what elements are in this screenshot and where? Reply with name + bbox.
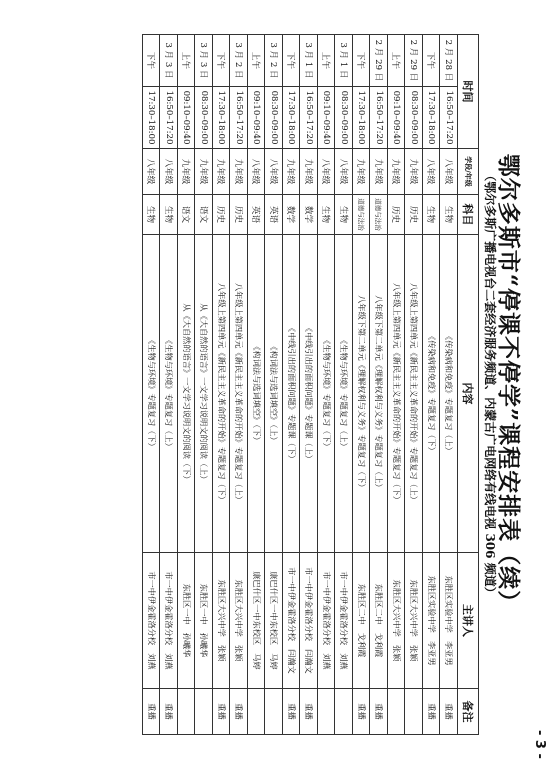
table-row xyxy=(370,35,388,735)
grade-cell: 八年级 xyxy=(248,149,266,195)
table-row xyxy=(283,35,301,735)
date-cell: 3 月 1 日 xyxy=(335,35,353,87)
table-row xyxy=(248,35,266,735)
speaker-cell: 东胜区二中 戈利霞 xyxy=(370,553,388,689)
content-cell: 八年级上第四单元《新民主主义革命的开始》专题复习（下） xyxy=(213,235,231,553)
note-cell: 重播 xyxy=(423,689,441,735)
date-cell: 下午 xyxy=(143,35,161,87)
content-cell: 《生物与环境》专题复习（下） xyxy=(143,235,161,553)
speaker-cell: 东胜区大兴中学 张颖 xyxy=(388,553,406,689)
note-cell xyxy=(318,689,336,735)
time-cell: 08:30–09:00 xyxy=(405,87,423,149)
speaker-cell: 康巴什区一中东校区 马婷 xyxy=(248,553,266,689)
content-cell: 八年级上第四单元《新民主主义革命的开始》专题复习（下） xyxy=(388,235,406,553)
date-cell: 上午 xyxy=(248,35,266,87)
note-cell: 重播 xyxy=(353,689,371,735)
time-cell: 17:30–18:00 xyxy=(213,87,231,149)
time-cell: 16:50–17:20 xyxy=(300,87,318,149)
subject-cell: 历史 xyxy=(213,195,231,235)
date-cell: 3 月 2 日 xyxy=(230,35,248,87)
time-cell: 08:30–09:00 xyxy=(335,87,353,149)
content-cell: 八年级上第四单元《新民主主义革命的开始》专题复习（上） xyxy=(405,235,423,553)
grade-cell: 九年级 xyxy=(370,149,388,195)
speaker-cell: 市一中伊金霍洛分校 刘燕 xyxy=(318,553,336,689)
date-cell: 3 月 1 日 xyxy=(300,35,318,87)
table-row xyxy=(440,35,458,735)
header-subject: 科目 xyxy=(458,195,479,235)
time-cell: 16:50–17:20 xyxy=(160,87,178,149)
grade-cell: 八年级 xyxy=(160,149,178,195)
header-content: 内容 xyxy=(458,235,479,553)
note-cell: 重播 xyxy=(213,689,231,735)
subject-cell: 历史 xyxy=(388,195,406,235)
grade-cell: 九年级 xyxy=(230,149,248,195)
subject-cell: 英语 xyxy=(265,195,283,235)
content-cell: 《中线引出的面积问题》专题课（下） xyxy=(283,235,301,553)
page-subtitle: （鄂尔多斯广播电视台二套经济服务频道、内蒙古广电网络有线电视 306 频道） xyxy=(483,169,497,599)
grade-cell: 八年级 xyxy=(143,149,161,195)
subject-cell: 生物 xyxy=(160,195,178,235)
page-number: - 3 - xyxy=(532,730,547,759)
content-cell: 八年级下第二单元《理解权利与义务》专题复习（下） xyxy=(353,235,371,553)
speaker-cell: 康巴什区一中东校区 马婷 xyxy=(265,553,283,689)
subject-cell: 生物 xyxy=(318,195,336,235)
table-row xyxy=(405,35,423,735)
subject-cell: 数学 xyxy=(283,195,301,235)
schedule-table xyxy=(142,34,479,735)
date-cell: 3 月 2 日 xyxy=(265,35,283,87)
grade-cell: 八年级 xyxy=(318,149,336,195)
subject-cell: 生物 xyxy=(440,195,458,235)
speaker-cell: 市一中伊金霍洛分校 刘燕 xyxy=(143,553,161,689)
note-cell xyxy=(405,689,423,735)
time-cell: 16:50–17:20 xyxy=(370,87,388,149)
grade-cell: 九年级 xyxy=(300,149,318,195)
content-cell: 从《大自然的语言》一文学习说明文的阅读（下） xyxy=(178,235,196,553)
date-cell: 下午 xyxy=(423,35,441,87)
table-row xyxy=(195,35,213,735)
content-cell: 《传染病和免疫》专题复习（上） xyxy=(440,235,458,553)
table-body xyxy=(143,35,458,735)
date-cell: 2 月 29 日 xyxy=(370,35,388,87)
header-note: 备注 xyxy=(458,689,479,735)
table-row xyxy=(335,35,353,735)
subject-cell: 历史 xyxy=(405,195,423,235)
subject-cell: 生物 xyxy=(423,195,441,235)
date-cell: 下午 xyxy=(213,35,231,87)
speaker-cell: 东胜区二中 戈利霞 xyxy=(353,553,371,689)
content-cell: 八年级下第二单元《理解权利与义务》专题复习（上） xyxy=(370,235,388,553)
content-cell: 从《大自然的语言》一文学习说明文的阅读（上） xyxy=(195,235,213,553)
time-cell: 17:30–18:00 xyxy=(353,87,371,149)
time-cell: 08:30–09:00 xyxy=(265,87,283,149)
grade-cell: 九年级 xyxy=(388,149,406,195)
time-cell: 09:10–09:40 xyxy=(388,87,406,149)
time-cell: 09:10–09:40 xyxy=(178,87,196,149)
note-cell: 重播 xyxy=(160,689,178,735)
table-row xyxy=(160,35,178,735)
note-cell xyxy=(178,689,196,735)
table-row xyxy=(265,35,283,735)
date-cell: 3 月 3 日 xyxy=(160,35,178,87)
subject-cell: 道德与法治 xyxy=(370,195,388,235)
subject-cell: 数学 xyxy=(300,195,318,235)
subject-cell: 语文 xyxy=(178,195,196,235)
speaker-cell: 东胜区一中 孙曦华 xyxy=(178,553,196,689)
table-row xyxy=(300,35,318,735)
grade-cell: 八年级 xyxy=(265,149,283,195)
header-time: 时间 xyxy=(458,35,479,149)
speaker-cell: 市一中伊金霍洛分校 刘燕 xyxy=(160,553,178,689)
note-cell: 重播 xyxy=(230,689,248,735)
time-cell: 09:10–09:40 xyxy=(248,87,266,149)
date-cell: 上午 xyxy=(178,35,196,87)
header-speaker: 主讲人 xyxy=(458,553,479,689)
grade-cell: 九年级 xyxy=(195,149,213,195)
speaker-cell: 市一中伊金霍洛分校 闫瀚文 xyxy=(300,553,318,689)
note-cell: 重播 xyxy=(440,689,458,735)
speaker-cell: 东胜区大兴中学 张颖 xyxy=(213,553,231,689)
table-row xyxy=(230,35,248,735)
time-cell: 17:30–18:00 xyxy=(283,87,301,149)
time-cell: 17:30–18:00 xyxy=(423,87,441,149)
table-row xyxy=(388,35,406,735)
note-cell xyxy=(248,689,266,735)
content-cell: 《生物与环境》专题复习（上） xyxy=(335,235,353,553)
table-row xyxy=(423,35,441,735)
content-cell: 《中线引出的面积问题》专题课（上） xyxy=(300,235,318,553)
date-cell: 下午 xyxy=(353,35,371,87)
speaker-cell: 东胜区大兴中学 张颖 xyxy=(230,553,248,689)
content-cell: 《构词法与选词填空》（下） xyxy=(248,235,266,553)
content-cell: 八年级上第四单元《新民主主义革命的开始》专题复习（上） xyxy=(230,235,248,553)
note-cell: 重播 xyxy=(300,689,318,735)
date-cell: 上午 xyxy=(388,35,406,87)
note-cell: 重播 xyxy=(370,689,388,735)
note-cell xyxy=(265,689,283,735)
time-cell: 08:30–09:00 xyxy=(195,87,213,149)
speaker-cell: 市一中伊金霍洛分校 刘燕 xyxy=(335,553,353,689)
grade-cell: 九年级 xyxy=(353,149,371,195)
subject-cell: 英语 xyxy=(248,195,266,235)
subject-cell: 生物 xyxy=(335,195,353,235)
grade-cell: 九年级 xyxy=(213,149,231,195)
table-row xyxy=(318,35,336,735)
table-row xyxy=(143,35,161,735)
content-cell: 《构词法与选词填空》（上） xyxy=(265,235,283,553)
note-cell: 重播 xyxy=(283,689,301,735)
speaker-cell: 东胜区一中 孙曦华 xyxy=(195,553,213,689)
date-cell: 3 月 3 日 xyxy=(195,35,213,87)
note-cell xyxy=(195,689,213,735)
time-cell: 16:50–17:20 xyxy=(440,87,458,149)
note-cell: 重播 xyxy=(143,689,161,735)
time-cell: 09:10–09:40 xyxy=(318,87,336,149)
content-cell: 《传染病和免疫》专题复习（下） xyxy=(423,235,441,553)
table-row xyxy=(353,35,371,735)
header-grade: 学段/年级 xyxy=(458,149,479,195)
speaker-cell: 东胜区实验中学 李亚男 xyxy=(423,553,441,689)
time-cell: 16:50–17:20 xyxy=(230,87,248,149)
date-cell: 下午 xyxy=(283,35,301,87)
content-cell: 《生物与环境》专题复习（下） xyxy=(318,235,336,553)
date-cell: 上午 xyxy=(318,35,336,87)
speaker-cell: 东胜区实验中学 李亚男 xyxy=(440,553,458,689)
time-cell: 17:30–18:00 xyxy=(143,87,161,149)
table-header-row xyxy=(458,35,479,735)
note-cell xyxy=(388,689,406,735)
grade-cell: 八年级 xyxy=(423,149,441,195)
subject-cell: 生物 xyxy=(143,195,161,235)
note-cell xyxy=(335,689,353,735)
date-cell: 2 月 28 日 xyxy=(440,35,458,87)
grade-cell: 八年级 xyxy=(335,149,353,195)
table-row xyxy=(178,35,196,735)
subject-cell: 语文 xyxy=(195,195,213,235)
subject-cell: 历史 xyxy=(230,195,248,235)
grade-cell: 九年级 xyxy=(405,149,423,195)
grade-cell: 九年级 xyxy=(283,149,301,195)
content-cell: 《生物与环境》专题复习（上） xyxy=(160,235,178,553)
subject-cell: 道德与法治 xyxy=(353,195,371,235)
grade-cell: 九年级 xyxy=(178,149,196,195)
grade-cell: 八年级 xyxy=(440,149,458,195)
date-cell: 2 月 29 日 xyxy=(405,35,423,87)
speaker-cell: 市一中伊金霍洛分校 闫瀚文 xyxy=(283,553,301,689)
page-title: 鄂尔多斯市“停课不停学”课程安排表（续） xyxy=(495,153,522,615)
speaker-cell: 东胜区大兴中学 张颖 xyxy=(405,553,423,689)
table-row xyxy=(213,35,231,735)
